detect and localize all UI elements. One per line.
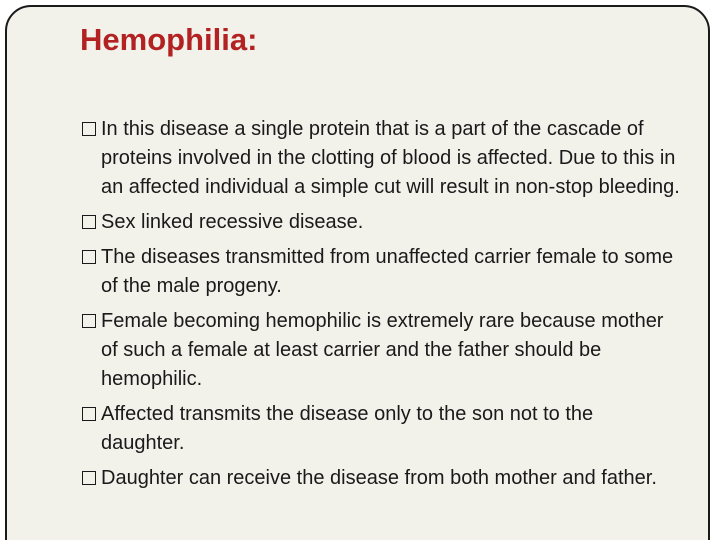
square-box-icon (82, 407, 96, 421)
bullet-text: Daughter can receive the disease from both mother and father. (101, 467, 657, 489)
square-box-icon (82, 314, 96, 328)
bullet-item (80, 400, 680, 458)
bullet-item (80, 307, 680, 394)
slide-title: Hemophilia: (80, 22, 258, 57)
bullet-text: In this disease a single protein that is a part of the cascade of proteins involved in the clotting of blood is affected. Due to this in an affected individual a simple cut will result in non-stop bleeding. (101, 118, 680, 198)
bullet-text: The diseases transmitted from unaffected carrier female to some of the male progeny. (101, 246, 674, 297)
bullet-text: Female becoming hemophilic is extremely rare because mother of such a female at least carrier and the father should be hemophilic. (101, 310, 664, 390)
bullet-item (80, 115, 680, 202)
bullet-text: Sex linked recessive disease. (101, 211, 364, 233)
bullet-list (80, 115, 680, 499)
square-box-icon (82, 471, 96, 485)
bullet-item (80, 464, 680, 493)
bullet-text: Affected transmits the disease only to the son not to the daughter. (101, 403, 594, 454)
square-box-icon (82, 250, 96, 264)
square-box-icon (82, 122, 96, 136)
bullet-item (80, 208, 680, 237)
bullet-item (80, 243, 680, 301)
square-box-icon (82, 215, 96, 229)
